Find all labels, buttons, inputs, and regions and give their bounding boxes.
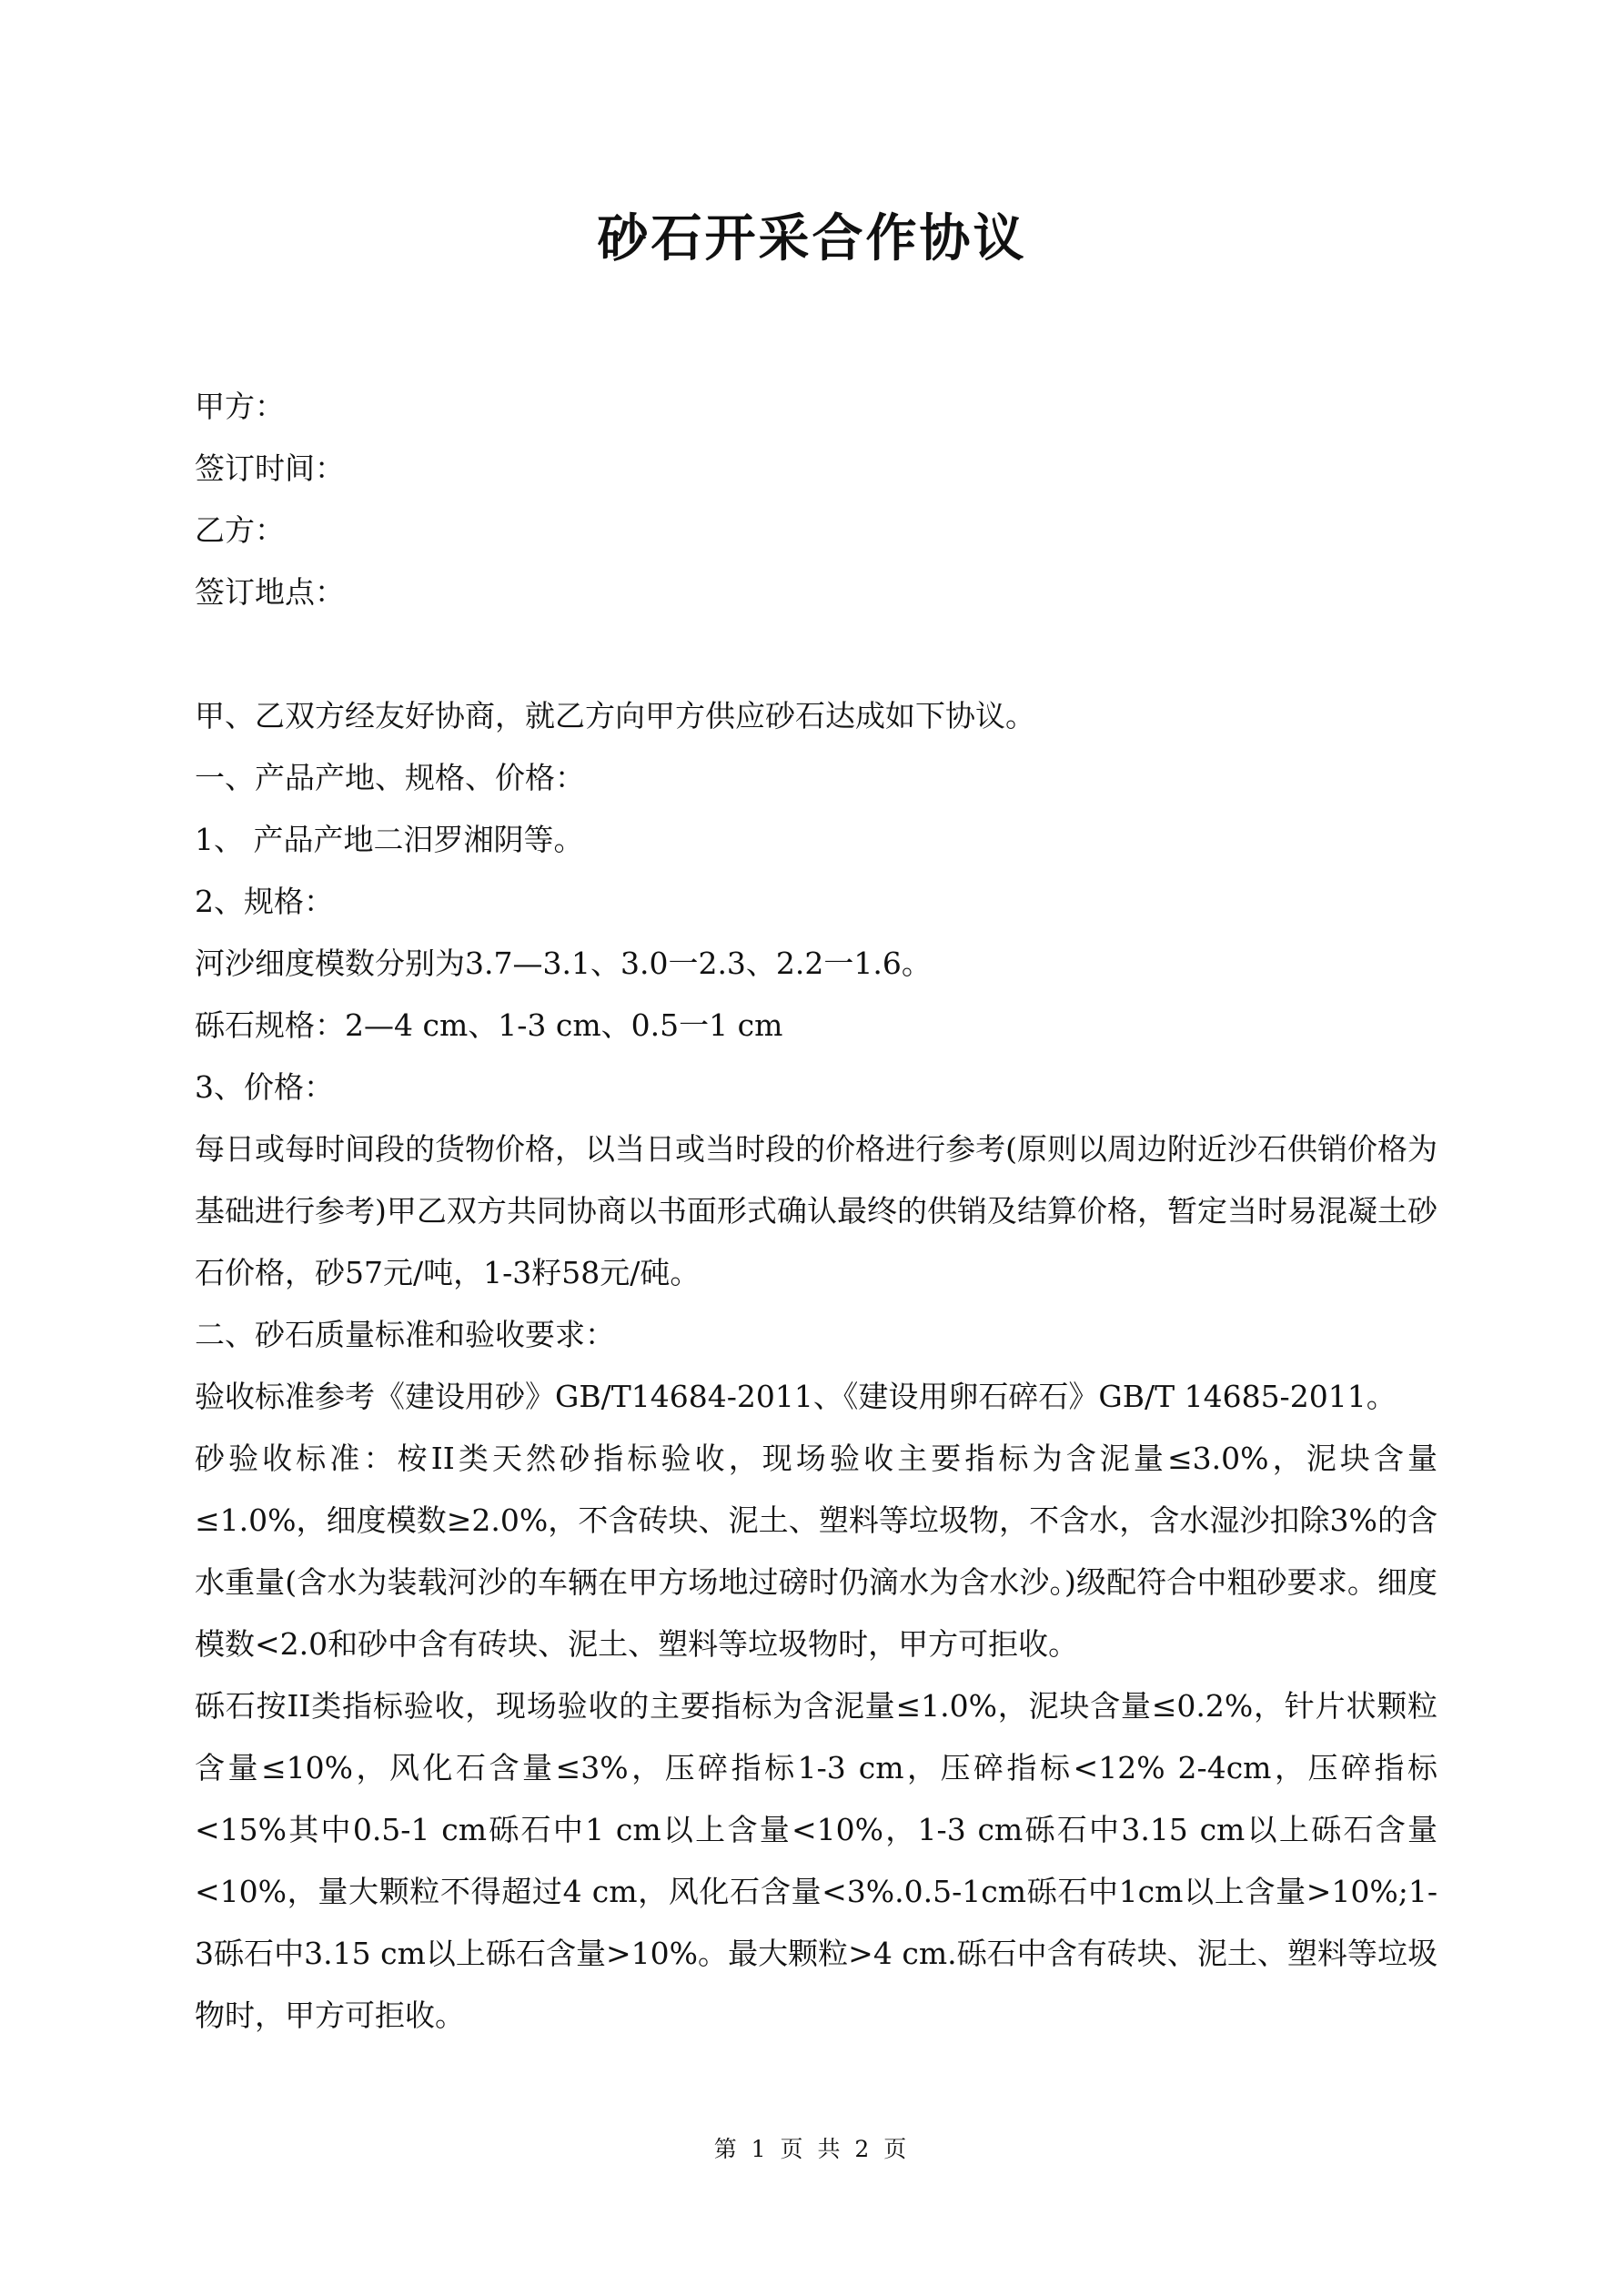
- spacer: [195, 623, 1437, 685]
- party-b-line: 乙方：: [195, 512, 285, 548]
- gravel-spec-line: 砾石规格：2—4 cm、1-3 cm、0.5一1 cm: [195, 1007, 783, 1043]
- price-paragraph: 每日或每时间段的货物价格，以当日或当时段的价格进行参考(原则以周边附近沙石供销价格为基础进行参考)甲乙双方共同协商以书面形式确认最终的供销及结算价格，暂定当时易混凝土砂石价格，砂57元/吨，1-3籽58元/砘。: [195, 1131, 1437, 1290]
- sand-spec-line: 河沙细度模数分别为3.7—3.1、3.0一2.3、2.2一1.6。: [195, 946, 932, 981]
- spec-heading: 2、规格：: [195, 884, 334, 919]
- origin-item: 1、 产品产地二汨罗湘阴等。: [195, 822, 584, 857]
- section-heading-2: 二、砂石质量标准和验收要求：: [195, 1317, 615, 1352]
- section-heading-1: 一、产品产地、规格、价格：: [195, 760, 585, 795]
- standard-paragraph: 验收标准参考《建设用砂》GB/T14684-2011、《建设用卵石碎石》GB/T 14685-2011。: [195, 1379, 1397, 1414]
- intro-paragraph: 甲、乙双方经友好协商，就乙方向甲方供应砂石达成如下协议。: [195, 698, 1035, 733]
- sign-place-line: 签订地点：: [195, 574, 345, 610]
- gravel-acceptance-paragraph: 砾石按II类指标验收，现场验收的主要指标为含泥量≤1.0%，泥块含量≤0.2%，针片状颗粒含量≤10%，风化石含量≤3%，压碎指标1-3 cm，压碎指标<12% 2-4cm，压碎指标<15%其中0.5-1 cm砾石中1 cm以上含量<10%，1-3 cm砾石中3.15 cm以上砾石含量<10%，量大颗粒不得超过4 cm，风化石含量<3%.0.5-1cm砾石中1cm以上含量>10%;1-3砾石中3.15 cm以上砾石含量>10%。最大颗粒>4 cm.砾石中含有砖块、泥土、塑料等垃圾物时，甲方可拒收。: [195, 1688, 1437, 2033]
- sand-acceptance-paragraph: 砂验收标准：桉II类天然砂指标验收，现场验收主要指标为含泥量≤3.0%，泥块含量≤1.0%，细度模数≥2.0%，不含砖块、泥土、塑料等垃圾物，不含水，含水湿沙扣除3%的含水重量(含水为装载河沙的车辆在甲方场地过磅时仍滴水为含水沙。)级配符合中粗砂要求。细度模数<2.0和砂中含有砖块、泥土、塑料等垃圾物时，甲方可拒收。: [195, 1441, 1437, 1662]
- page-number-footer: 第 1 页 共 2 页: [713, 2136, 911, 2162]
- page-title: 砂石开采合作协议: [597, 208, 1027, 268]
- party-a-line: 甲方：: [195, 389, 285, 424]
- sign-time-line: 签订时间：: [195, 450, 345, 486]
- document-body: [195, 376, 1437, 2047]
- price-heading: 3、价格：: [195, 1069, 334, 1105]
